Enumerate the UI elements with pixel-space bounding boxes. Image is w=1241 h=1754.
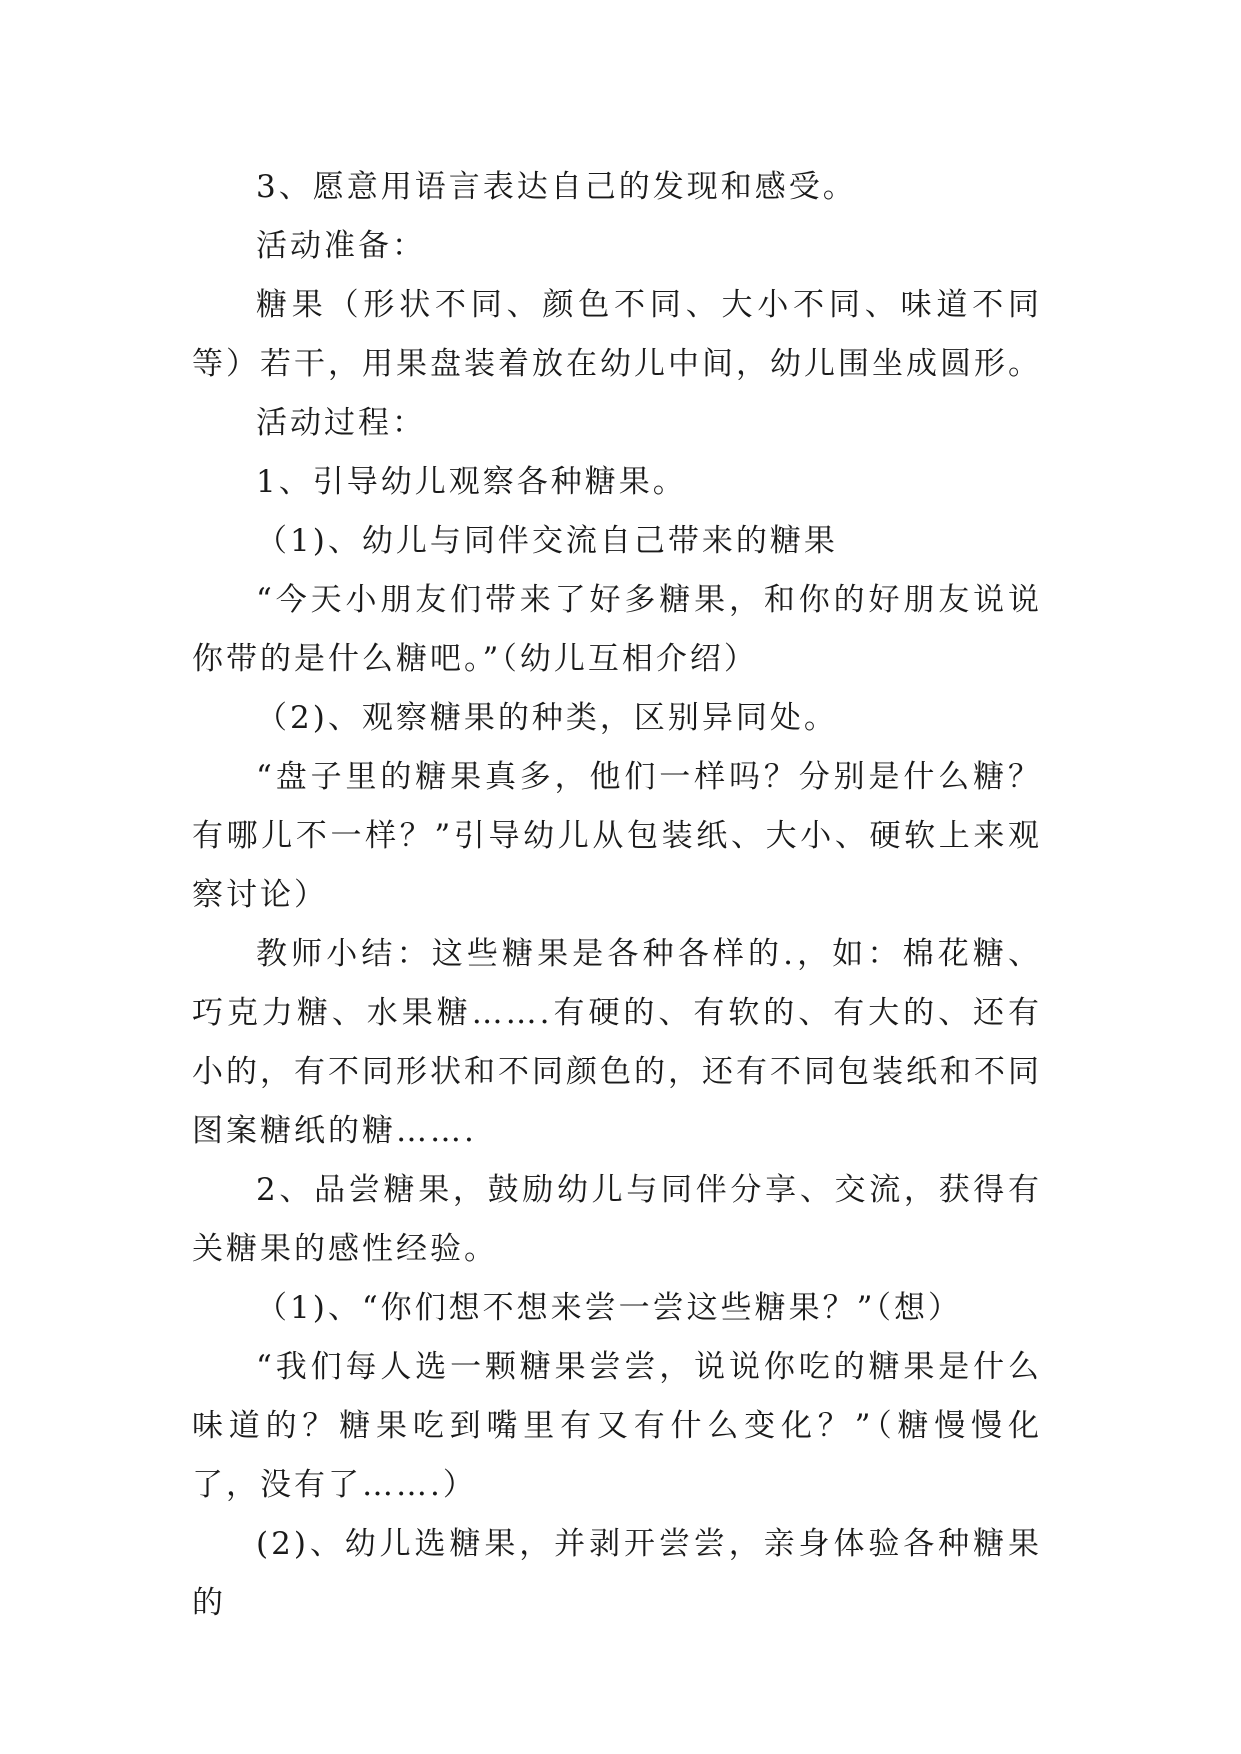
paragraph: 1、引导幼儿观察各种糖果。 xyxy=(256,464,687,500)
section-heading: 活动准备： xyxy=(256,228,426,264)
paragraph: 教师小结：这些糖果是各种各样的.，如：棉花糖、巧克力糖、水果糖…….有硬的、有软的、有大的、还有小的，有不同形状和不同颜色的，还有不同包装纸和不同图案糖纸的糖……. xyxy=(192,936,1042,1149)
paragraph: (2)、幼儿选糖果，并剥开尝尝，亲身体验各种糖果的 xyxy=(192,1526,1042,1621)
paragraph: （2)、观察糖果的种类，区别异同处。 xyxy=(256,700,838,736)
paragraph: （1)、幼儿与同伴交流自己带来的糖果 xyxy=(256,523,838,559)
paragraph: “盘子里的糖果真多，他们一样吗？分别是什么糖？有哪儿不一样？”引导幼儿从包装纸、大小、硬软上来观察讨论） xyxy=(192,759,1042,913)
paragraph: 糖果（形状不同、颜色不同、大小不同、味道不同等）若干，用果盘装着放在幼儿中间，幼儿围坐成圆形。 xyxy=(192,287,1042,382)
paragraph: “我们每人选一颗糖果尝尝，说说你吃的糖果是什么味道的？糖果吃到嘴里有又有什么变化？”（糖慢慢化了，没有了…….） xyxy=(192,1349,1042,1503)
paragraph: 3、愿意用语言表达自己的发现和感受。 xyxy=(256,169,857,205)
paragraph: 2、品尝糖果，鼓励幼儿与同伴分享、交流，获得有关糖果的感性经验。 xyxy=(192,1172,1042,1267)
paragraph: （1)、“你们想不想来尝一尝这些糖果？”（想） xyxy=(256,1290,963,1326)
paragraph: “今天小朋友们带来了好多糖果，和你的好朋友说说你带的是什么糖吧。”（幼儿互相介绍） xyxy=(192,582,1042,677)
section-heading: 活动过程： xyxy=(256,405,426,441)
document-body xyxy=(192,158,1042,1633)
